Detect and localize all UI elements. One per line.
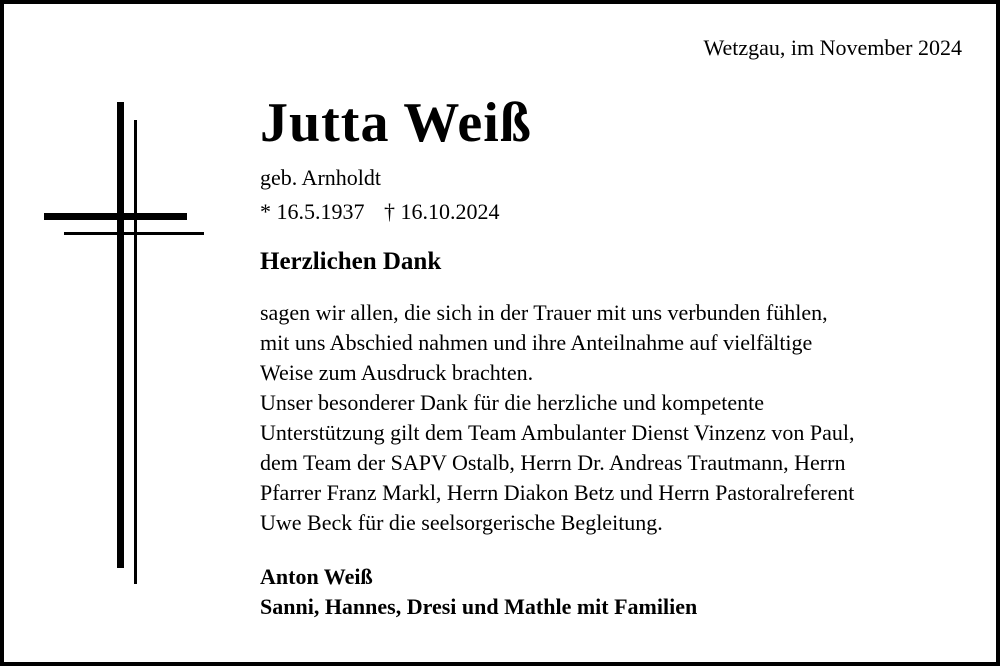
text-line: Unser besonderer Dank für die herzliche und kompetente <box>260 390 764 415</box>
text-line: Unterstützung gilt dem Team Ambulanter Dienst Vinzenz von Paul, <box>260 420 855 445</box>
signature-line: Anton Weiß <box>260 564 373 589</box>
cross-horizontal-line <box>64 232 204 235</box>
text-line: mit uns Abschied nahmen und ihre Anteilnahme auf vielfältige <box>260 330 813 355</box>
notice-content <box>260 90 980 622</box>
life-dates <box>260 198 980 226</box>
text-line: dem Team der SAPV Ostalb, Herrn Dr. Andreas Trautmann, Herrn <box>260 450 846 475</box>
signature-line: Sanni, Hannes, Dresi und Mathle mit Familien <box>260 594 698 619</box>
thanks-text <box>260 298 980 538</box>
text-line: Weise zum Ausdruck brachten. <box>260 360 534 385</box>
text-line: sagen wir allen, die sich in der Trauer mit uns verbunden fühlen, <box>260 300 828 325</box>
birth-name: geb. Arnholdt <box>260 165 381 190</box>
cross-icon <box>4 4 224 604</box>
deceased-name: Jutta Weiß <box>260 92 532 154</box>
death-date: † 16.10.2024 <box>384 199 500 224</box>
birth-date: * 16.5.1937 <box>260 199 365 224</box>
text-line: Pfarrer Franz Markl, Herrn Diakon Betz und Herrn Pastoralreferent <box>260 480 855 505</box>
signatures <box>260 562 980 622</box>
thanks-heading: Herzlichen Dank <box>260 248 442 275</box>
cross-vertical-bar <box>117 102 124 568</box>
location-date: Wetzgau, im November 2024 <box>703 35 962 60</box>
cross-vertical-line <box>134 120 137 584</box>
text-line: Uwe Beck für die seelsorgerische Begleitung. <box>260 510 663 535</box>
cross-horizontal-bar <box>44 213 187 220</box>
